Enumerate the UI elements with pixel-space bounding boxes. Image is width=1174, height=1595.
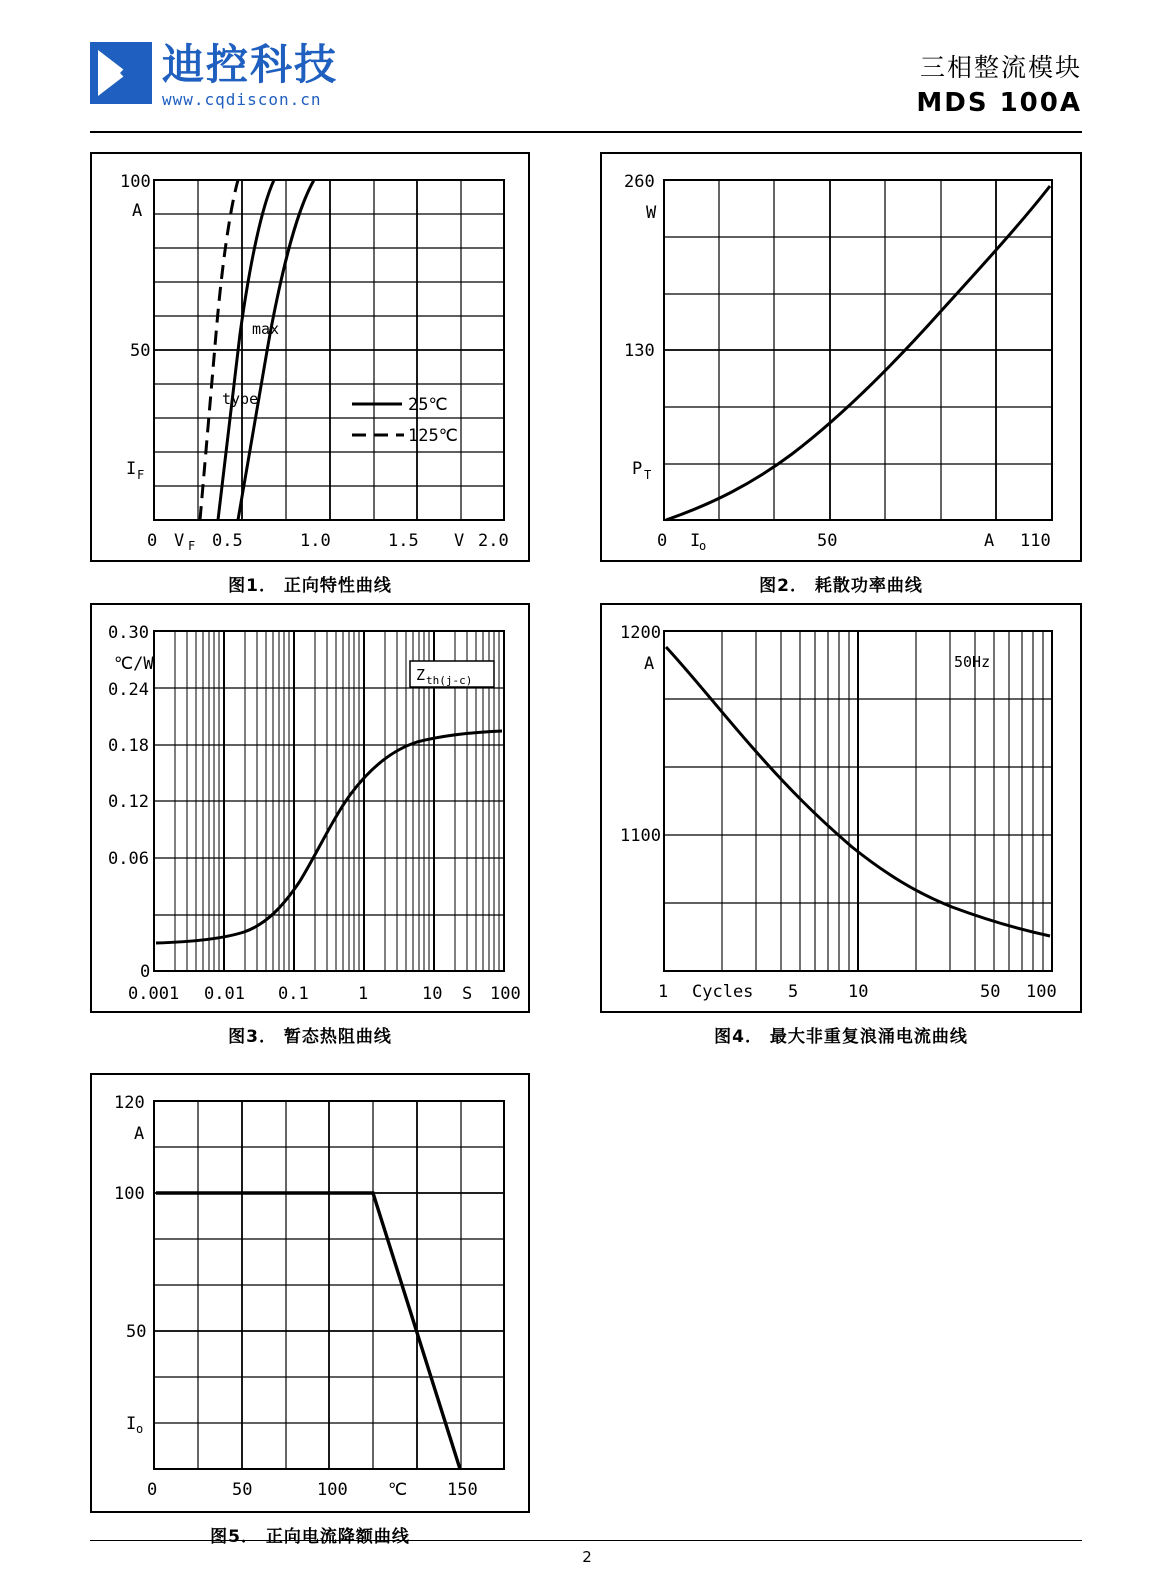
figure-4-caption: 图4． 最大非重复浪涌电流曲线: [714, 1027, 968, 1047]
fig1-yaxis-symbol-sub: F: [137, 468, 145, 482]
product-model: MDS 100A: [916, 88, 1082, 118]
fig1-ytick-50: 50: [130, 341, 151, 361]
fig5-yaxis-symbol-sub: o: [136, 1422, 144, 1436]
fig5-ytick-50: 50: [126, 1322, 147, 1342]
fig4-xtick-100: 100: [1026, 982, 1057, 1002]
figure-1-plot: [90, 152, 530, 562]
fig5-xaxis-unit: ℃: [388, 1480, 408, 1500]
fig1-legend-125c: 125℃: [408, 426, 458, 446]
figure-3-caption: 图3． 暂态热阻曲线: [228, 1027, 392, 1047]
fig4-xtick-1: 1: [658, 982, 669, 1002]
fig3-ytick-018: 0.18: [108, 736, 149, 756]
fig3-ytick-024: 0.24: [108, 680, 149, 700]
fig3-yaxis-unit: ℃/W: [114, 654, 154, 674]
fig3-xtick-10: 10: [422, 984, 443, 1004]
fig4-xtick-10: 10: [848, 982, 869, 1002]
footer-divider: [90, 1540, 1082, 1541]
fig2-xaxis-unit: A: [984, 531, 995, 551]
figure-2-plot: [600, 152, 1082, 562]
fig3-xtick-1: 1: [358, 984, 369, 1004]
fig2-xaxis-symbol-sub: o: [699, 539, 707, 553]
fig3-xtick-100: 100: [490, 984, 521, 1004]
fig4-ytick-1100: 1100: [620, 826, 661, 846]
fig5-ytick-120: 120: [114, 1093, 145, 1113]
figure-1-caption: 图1． 正向特性曲线: [228, 576, 392, 596]
figure-4-plot: [600, 603, 1082, 1013]
product-category: 三相整流模块: [919, 53, 1082, 82]
fig3-xtick-01: 0.1: [278, 984, 309, 1004]
fig2-ytick-260: 260: [624, 172, 655, 192]
fig3-xtick-0001: 0.001: [128, 984, 180, 1004]
figure-2-caption: 图2． 耗散功率曲线: [759, 576, 923, 596]
fig2-yaxis-unit: W: [646, 203, 657, 223]
fig1-xaxis-unit: V: [454, 531, 465, 551]
logo-company-name: 迪控科技: [162, 40, 339, 89]
fig1-ytick-100: 100: [120, 172, 151, 192]
fig4-yaxis-unit: A: [644, 654, 655, 674]
fig2-xaxis-symbol: I: [690, 531, 701, 551]
fig1-xtick-20: 2.0: [478, 531, 509, 551]
fig4-xaxis-label: Cycles: [692, 982, 754, 1002]
document-title-block: [916, 48, 1082, 118]
fig5-ytick-100: 100: [114, 1184, 145, 1204]
fig2-ytick-130: 130: [624, 341, 655, 361]
fig1-xtick-05: 0.5: [212, 531, 243, 551]
fig2-xtick-110: 110: [1020, 531, 1051, 551]
logo-website-url: www.cqdiscon.cn: [162, 90, 322, 109]
fig3-ytick-030: 0.30: [108, 623, 149, 643]
fig3-ytick-006: 0.06: [108, 849, 149, 869]
figure-3: [90, 603, 530, 1047]
page-number: 2: [582, 1548, 592, 1566]
fig5-xtick-100: 100: [317, 1480, 348, 1500]
fig5-xtick-150: 150: [447, 1480, 478, 1500]
page-header: [0, 0, 1174, 140]
fig2-yaxis-symbol: P: [632, 459, 643, 479]
fig5-yaxis-symbol: I: [126, 1414, 137, 1434]
figure-4: [600, 603, 1082, 1047]
fig3-annotation-zth: Z: [416, 666, 426, 684]
fig1-yaxis-symbol: I: [126, 459, 137, 479]
fig4-xtick-50: 50: [980, 982, 1001, 1002]
figure-1: [90, 152, 530, 596]
fig1-xaxis-symbol: V: [174, 531, 185, 551]
figure-5: [90, 1073, 530, 1547]
fig3-xtick-001: 0.01: [204, 984, 245, 1004]
fig1-annotation-max: max: [252, 320, 280, 338]
figure-3-plot: [90, 603, 530, 1013]
fig2-xtick-50: 50: [817, 531, 838, 551]
company-logo: [90, 42, 338, 109]
fig4-annotation-50hz: 50Hz: [954, 653, 991, 671]
fig4-ytick-1200: 1200: [620, 623, 661, 643]
fig1-xtick-10: 1.0: [300, 531, 331, 551]
fig4-xtick-5: 5: [788, 982, 799, 1002]
fig2-yaxis-symbol-sub: T: [644, 468, 652, 482]
fig1-xtick-15: 1.5: [388, 531, 419, 551]
fig3-xaxis-unit: S: [462, 984, 473, 1004]
fig1-yaxis-unit: A: [132, 201, 143, 221]
fig1-xaxis-symbol-sub: F: [188, 539, 196, 553]
figure-5-plot: [90, 1073, 530, 1513]
fig3-ytick-0: 0: [140, 962, 151, 982]
fig3-ytick-012: 0.12: [108, 792, 149, 812]
fig1-annotation-type: type: [222, 390, 259, 408]
fig2-xtick-0: 0: [657, 531, 668, 551]
header-divider: [90, 131, 1082, 133]
figure-2: [600, 152, 1082, 596]
fig5-xtick-50: 50: [232, 1480, 253, 1500]
logo-mark-icon: [90, 42, 152, 104]
fig1-legend-25c: 25℃: [408, 395, 448, 415]
fig1-xtick-0: 0: [147, 531, 158, 551]
fig5-xtick-0: 0: [147, 1480, 158, 1500]
svg-text:th(j-c): th(j-c): [426, 674, 473, 687]
figure-5-caption: 图5． 正向电流降额曲线: [210, 1527, 410, 1547]
fig5-yaxis-unit: A: [134, 1124, 145, 1144]
